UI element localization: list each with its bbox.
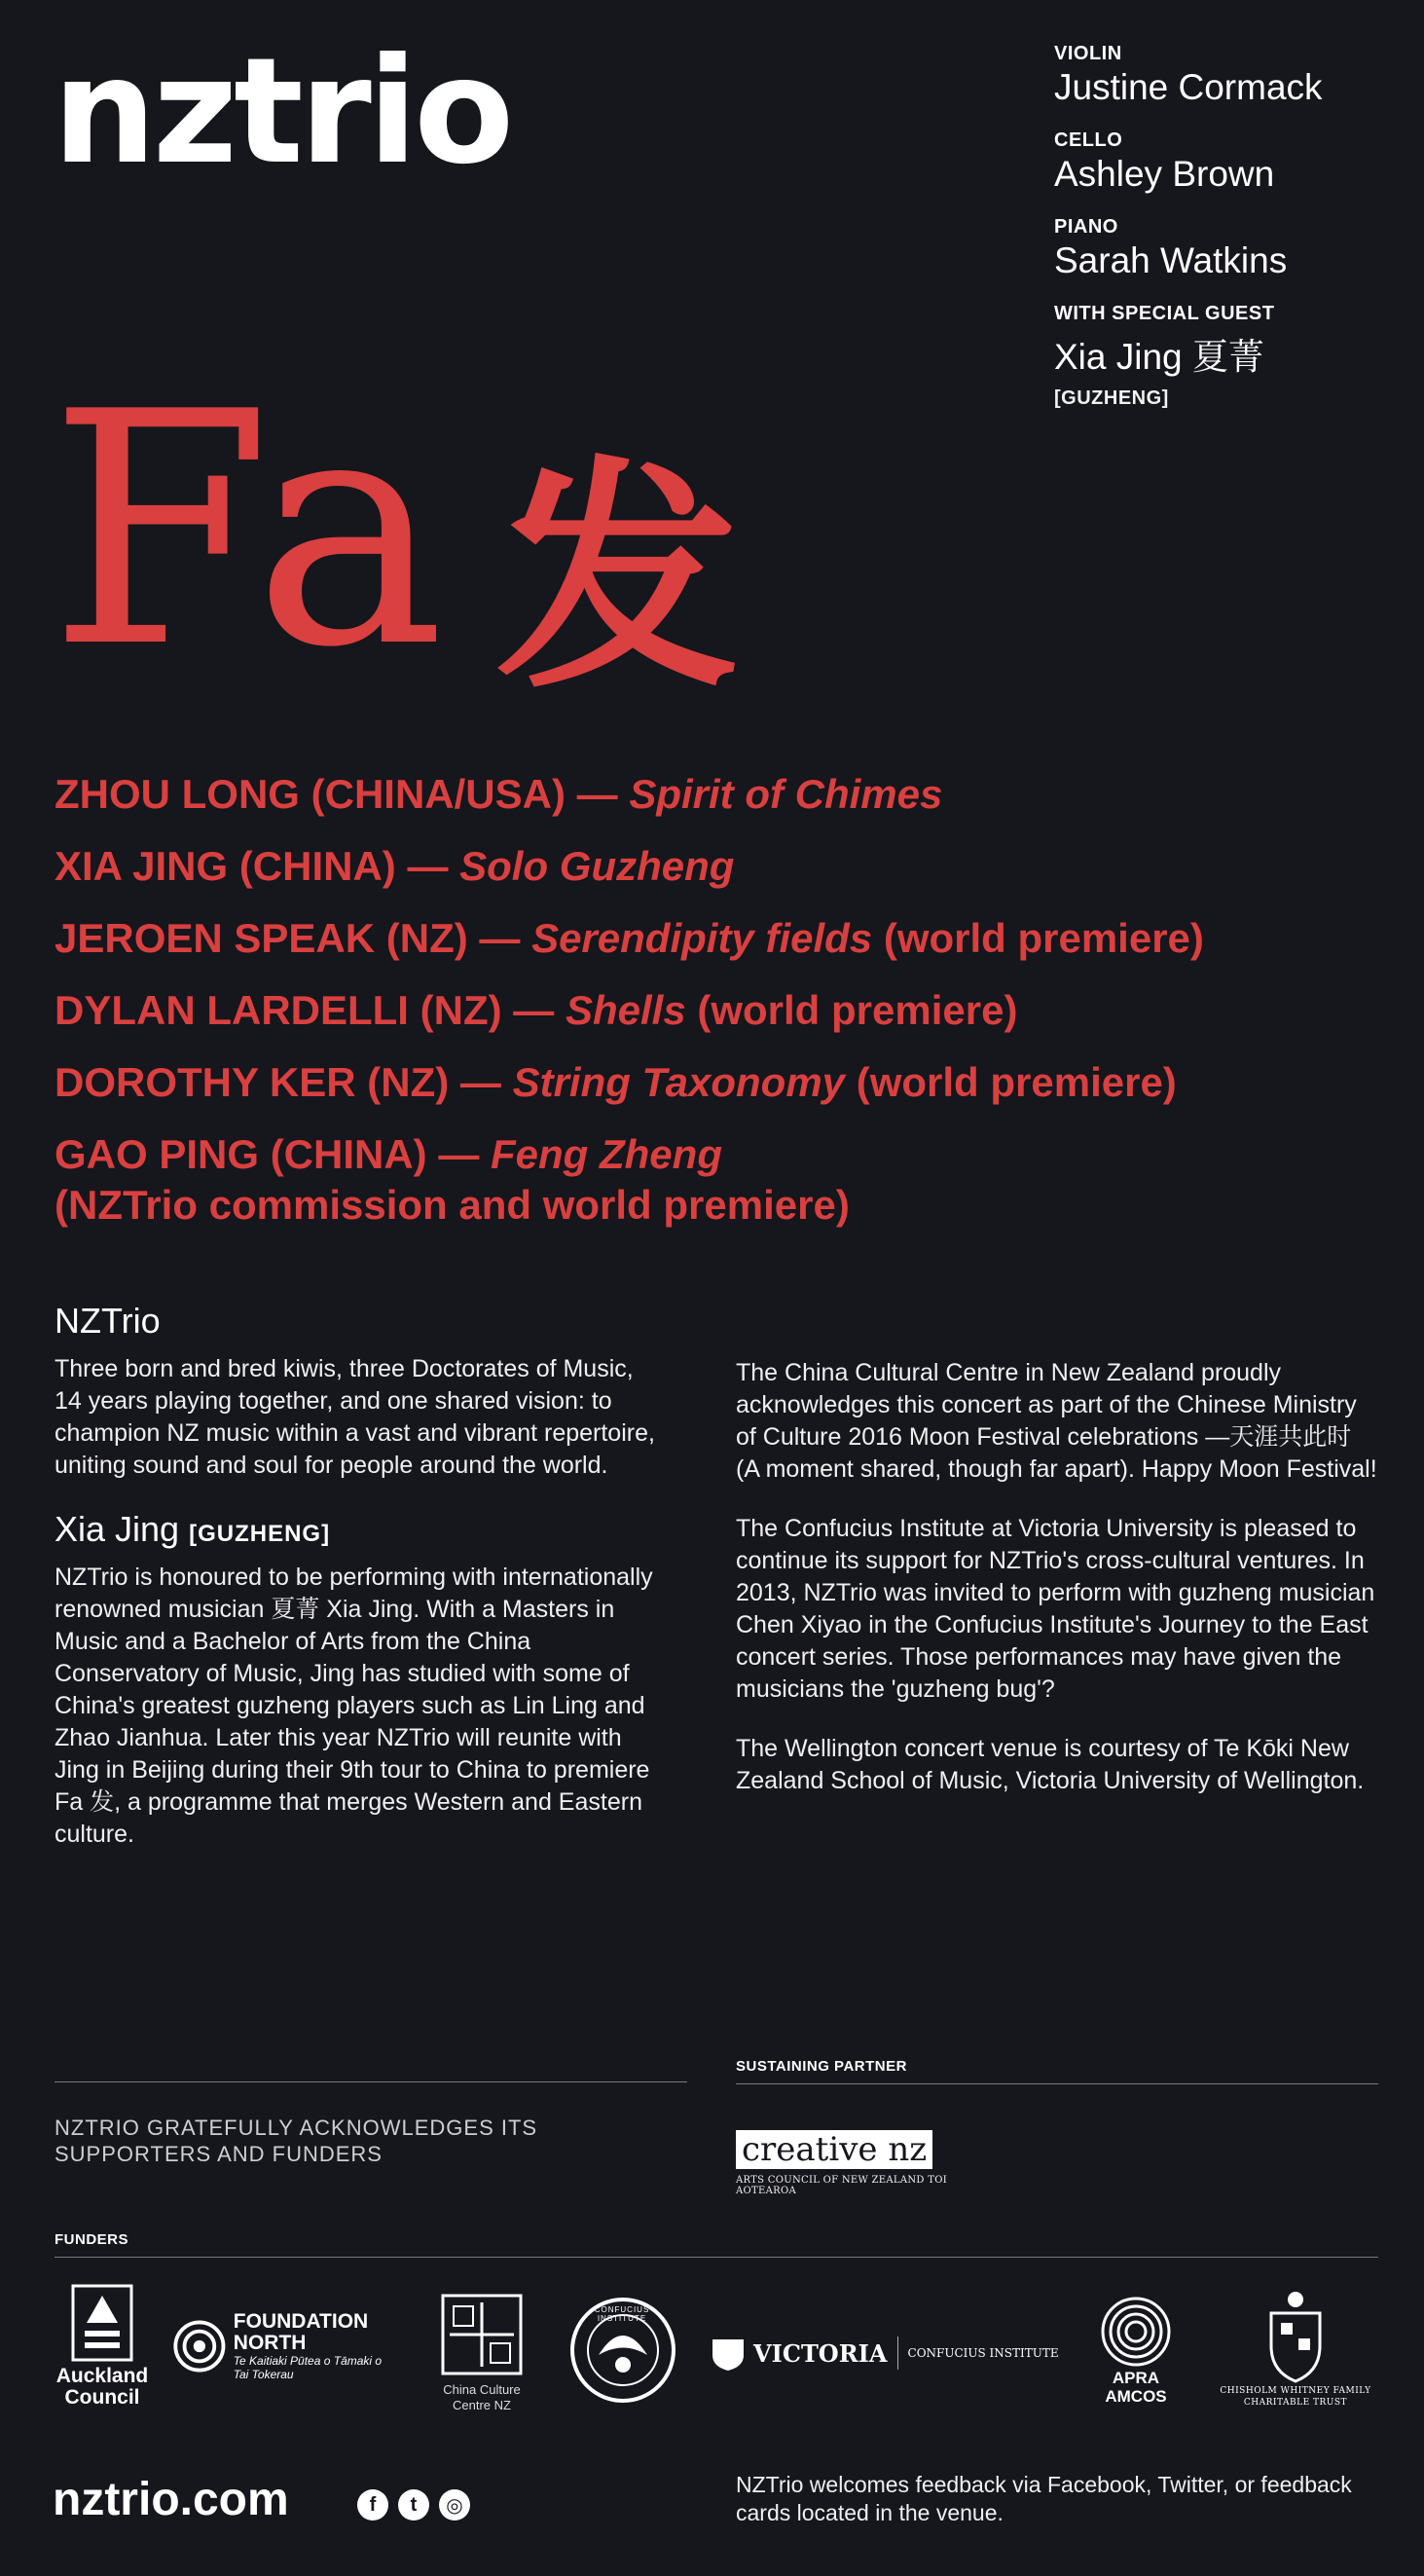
- xiajing-name: Xia Jing: [55, 1509, 180, 1549]
- funder-apra-amcos: [1092, 2282, 1180, 2418]
- title-latin: Fa: [49, 344, 450, 718]
- facebook-icon[interactable]: f: [357, 2489, 388, 2521]
- funder-name: CHISHOLM WHITNEY FAMILY: [1220, 2386, 1371, 2396]
- chisholm-crest-icon: [1261, 2288, 1330, 2385]
- feedback-text: NZTrio welcomes feedback via Facebook, Twitter, or feedback cards located in the venue.: [736, 2472, 1352, 2525]
- funder-name: Auckland Council: [55, 2365, 149, 2409]
- divider: [736, 2083, 1378, 2084]
- funder-subtitle: CHARITABLE TRUST: [1243, 2398, 1348, 2408]
- work-note: (world premiere): [856, 1059, 1177, 1105]
- work-title: Shells: [565, 987, 686, 1033]
- composer: DOROTHY KER (NZ): [55, 1059, 450, 1105]
- work-title: Spirit of Chimes: [629, 771, 943, 817]
- credit-note: [GUZHENG]: [1054, 387, 1169, 409]
- bio-column-left: [55, 1301, 658, 1878]
- instagram-icon[interactable]: ◎: [439, 2489, 470, 2521]
- program-item: GAO PING (CHINA) — Feng Zheng (NZTrio commission and world premiere): [55, 1129, 1378, 1231]
- funder-auckland-council: [47, 2278, 158, 2414]
- funder-name: CONFUCIUS INSTITUTE: [594, 2305, 650, 2323]
- creative-nz-wordmark: creative nz: [736, 2130, 932, 2169]
- credit-name: Xia Jing 夏菁: [1054, 337, 1264, 377]
- work-title: Serendipity fields: [531, 915, 873, 961]
- work-title: String Taxonomy: [512, 1059, 846, 1105]
- credit-name: Sarah Watkins: [1054, 240, 1288, 280]
- funder-confucius-institute: [568, 2296, 677, 2405]
- twitter-icon[interactable]: t: [398, 2489, 429, 2521]
- work-title: Feng Zheng: [491, 1131, 722, 1177]
- website-link[interactable]: nztrio.com: [53, 2474, 289, 2525]
- bio-column-right: [736, 1357, 1378, 1824]
- credit-role: CELLO: [1054, 129, 1123, 151]
- creative-nz-subtitle: ARTS COUNCIL OF NEW ZEALAND TOI AOTEAROA: [736, 2175, 947, 2196]
- divider: [897, 2337, 898, 2370]
- confucius-institute-note: The Confucius Institute at Victoria University is pleased to continue its support for NZTrio's cross-cultural ventures. In 2013, NZTrio was invited to perform with guzheng musician Chen Xiyao in the Confucius Institute's Journey to the East concert series. Those performances may have given the musicians the 'guzheng bug'?: [736, 1515, 1375, 1703]
- auckland-council-icon: [71, 2284, 133, 2362]
- nztrio-bio: Three born and bred kiwis, three Doctorates of Music, 14 years playing together, and one shared vision: to champion NZ music within a vast and vibrant repertoire, uniting sound and soul for people around the world.: [55, 1355, 655, 1479]
- funder-foundation-north: [173, 2307, 397, 2385]
- sustaining-partner-label: SUSTAINING PARTNER: [736, 2058, 907, 2075]
- funder-subtitle: Te Kaitiaki Pūtea o Tāmaki o Tai Tokerau: [233, 2354, 383, 2381]
- xiajing-bio: NZTrio is honoured to be performing with internationally renowned musician 夏菁 Xia Jing. With a Masters in Music and a Bachelor of Arts from the China Conservatory of Music, Jing has studied with some of China's greatest guzheng players such as Lin Ling and Zhao Jianhua. Later this year NZTrio will reunite with Jing in Beijing during their 9th tour to China to premiere Fa 发, a programme that merges Western and Eastern culture.: [55, 1564, 653, 1848]
- foundation-north-icon: [173, 2312, 226, 2380]
- work-note: (world premiere): [697, 987, 1018, 1033]
- credit-name: Ashley Brown: [1054, 154, 1275, 194]
- work-note: (NZTrio commission and world premiere): [55, 1182, 850, 1228]
- funder-chisholm-whitney: [1203, 2274, 1388, 2422]
- funder-name: FOUNDATION NORTH: [233, 2310, 369, 2354]
- funder-name: VICTORIA: [753, 2338, 888, 2368]
- nztrio-logo: nztrio: [53, 27, 511, 197]
- credit-role: WITH SPECIAL GUEST: [1054, 303, 1275, 324]
- nztrio-heading: NZTrio: [55, 1301, 161, 1341]
- china-cultural-centre-note: The China Cultural Centre in New Zealand proudly acknowledges this concert as part of the Chinese Ministry of Culture 2016 Moon Festival celebrations —天涯共此时 (A moment shared, though far apart). Happy Moon Festival!: [736, 1359, 1377, 1483]
- social-icons: [357, 2489, 470, 2521]
- credit-name: Justine Cormack: [1054, 67, 1323, 107]
- funder-china-culture-centre: [428, 2290, 535, 2416]
- funder-name: China Culture Centre NZ: [443, 2382, 521, 2412]
- credit-role: PIANO: [1054, 216, 1118, 238]
- divider: [55, 2257, 1378, 2258]
- divider: [55, 2081, 687, 2082]
- acknowledgement-text: NZTRIO GRATEFULLY ACKNOWLEDGES ITS SUPPORTERS AND FUNDERS: [55, 2116, 538, 2166]
- program-item: DYLAN LARDELLI (NZ) — Shells (world premiere): [55, 987, 1018, 1033]
- work-note: (world premiere): [883, 915, 1204, 961]
- program-list: [55, 769, 1378, 1252]
- program-item: DOROTHY KER (NZ) — String Taxonomy (world premiere): [55, 1059, 1177, 1105]
- program-item: JEROEN SPEAK (NZ) — Serendipity fields (world premiere): [55, 915, 1204, 961]
- funder-victoria-confucius: [709, 2329, 1059, 2377]
- composer: DYLAN LARDELLI (NZ): [55, 987, 502, 1033]
- apra-amcos-fingerprint-icon: [1099, 2295, 1173, 2369]
- title-chinese: 发: [496, 437, 740, 720]
- china-culture-centre-icon: [440, 2293, 524, 2376]
- credit-role: VIOLIN: [1054, 43, 1122, 64]
- program-item: XIA JING (CHINA) — Solo Guzheng: [55, 843, 735, 889]
- work-title: Solo Guzheng: [459, 843, 735, 889]
- funders-label: FUNDERS: [55, 2231, 129, 2248]
- venue-note: The Wellington concert venue is courtesy of Te Kōki New Zealand School of Music, Victoria University of Wellington.: [736, 1735, 1365, 1794]
- composer: GAO PING (CHINA): [55, 1131, 427, 1177]
- composer: JEROEN SPEAK (NZ): [55, 915, 468, 961]
- composer: ZHOU LONG (CHINA/USA): [55, 771, 566, 817]
- xiajing-heading: [55, 1509, 658, 1550]
- funder-name: APRA AMCOS: [1105, 2369, 1167, 2406]
- funder-subtitle: CONFUCIUS INSTITUTE: [907, 2346, 1059, 2360]
- composer: XIA JING (CHINA): [55, 843, 396, 889]
- credits-list: [1054, 43, 1405, 410]
- victoria-crest-icon: [709, 2334, 748, 2373]
- creative-nz-logo: [736, 2130, 989, 2196]
- program-item: ZHOU LONG (CHINA/USA) — Spirit of Chimes: [55, 771, 943, 817]
- xiajing-tag: [GUZHENG]: [189, 1521, 331, 1547]
